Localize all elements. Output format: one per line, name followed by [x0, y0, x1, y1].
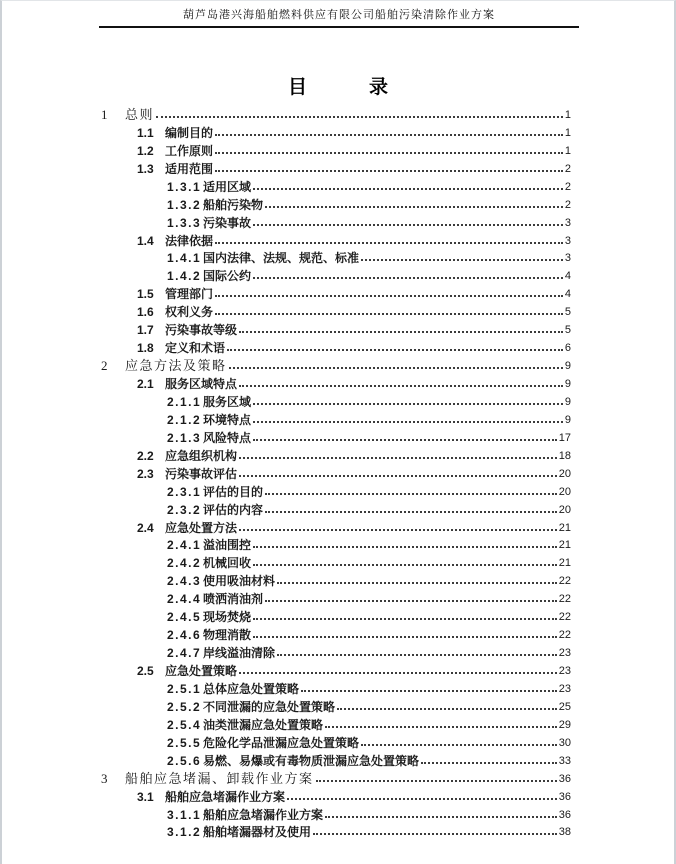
toc-entry-page: 18: [558, 449, 571, 462]
toc-entry-number: 2.3.1: [167, 484, 202, 499]
toc-entry-number: 2.1.1: [167, 394, 202, 409]
toc-entry-label: 船舶堵漏器材及使用: [203, 825, 312, 840]
toc-leader-dots: [361, 744, 557, 746]
toc-entry-number: 2.3.2: [167, 502, 202, 517]
toc-entry-number: 2.5.1: [167, 681, 202, 696]
toc-title-char-left: 目: [287, 77, 307, 98]
toc-leader-dots: [277, 582, 557, 584]
toc-entry-label: 船舶应急堵漏作业方案: [165, 789, 286, 804]
toc-entry[interactable]: [101, 643, 571, 661]
toc-entry-page: 21: [558, 539, 571, 552]
toc-entry-label: 喷洒消油剂: [203, 592, 264, 607]
toc-entry-label: 适用范围: [165, 161, 214, 176]
toc-leader-dots: [316, 780, 557, 782]
toc-entry-label: 岸线溢油清除: [203, 646, 276, 661]
toc-leader-dots: [301, 690, 557, 692]
toc-entry[interactable]: [101, 607, 571, 625]
toc-entry-number: 2.5.5: [167, 735, 202, 750]
toc-entry[interactable]: [101, 823, 571, 841]
toc-entry-number: 2.4.2: [167, 556, 202, 571]
toc-entry[interactable]: [101, 464, 571, 482]
toc-entry[interactable]: [101, 679, 571, 697]
toc-entry-number: 3.1.1: [167, 807, 202, 822]
toc-entry-page: 36: [558, 808, 571, 821]
toc-leader-dots: [239, 529, 557, 531]
toc-entry[interactable]: [101, 482, 571, 500]
toc-leader-dots: [215, 313, 563, 315]
toc-entry[interactable]: [101, 518, 571, 536]
toc-entry[interactable]: [101, 553, 571, 571]
toc-entry-number: 2.4.6: [167, 628, 202, 643]
toc-entry[interactable]: [101, 177, 571, 195]
toc-entry-number: 2.4.4: [167, 592, 202, 607]
toc-entry-number: 2.5: [137, 664, 154, 678]
toc-entry-label: 应急组织机构: [165, 448, 238, 463]
toc-entry-number: 1.1: [137, 125, 154, 140]
toc-leader-dots: [253, 564, 557, 566]
toc-leader-dots: [253, 636, 557, 638]
toc-entry[interactable]: [101, 356, 571, 374]
toc-entry-label: 船舶污染物: [203, 197, 264, 212]
toc-entry-number: 1.3.2: [167, 197, 202, 212]
toc-entry-number: 2.2: [137, 448, 154, 463]
toc-leader-dots: [253, 188, 563, 190]
toc-entry-page: 1: [564, 108, 571, 121]
toc-entry-page: 9: [564, 395, 571, 408]
toc-entry[interactable]: [101, 410, 571, 428]
toc-entry-number: 1.4: [137, 233, 154, 248]
toc-entry-page: 17: [558, 431, 571, 444]
toc-leader-dots: [325, 726, 557, 728]
toc-entry-page: 21: [558, 557, 571, 570]
toc-entry-label: 编制目的: [165, 125, 214, 140]
toc-leader-dots: [239, 385, 563, 387]
toc-entry-number: 2.4.1: [167, 538, 202, 553]
toc-entry-page: 23: [558, 665, 571, 677]
toc-entry-page: 20: [558, 503, 571, 516]
toc-leader-dots: [361, 259, 563, 261]
toc-leader-dots: [265, 206, 563, 208]
toc-entry-page: 6: [564, 342, 571, 355]
page-header: 葫芦岛港兴海船舶燃料供应有限公司船舶污染清除作业方案: [99, 9, 579, 28]
toc-leader-dots: [253, 403, 563, 405]
toc-entry[interactable]: [101, 266, 571, 284]
toc-entry-page: 20: [558, 467, 571, 480]
toc-entry[interactable]: [101, 589, 571, 607]
toc-entry-label: 污染事故等级: [165, 323, 238, 338]
toc-leader-dots: [253, 224, 563, 226]
toc-entry-label: 服务区域特点: [165, 377, 238, 391]
toc-title: [2, 78, 674, 98]
toc-title-char-right: 录: [369, 77, 389, 98]
toc-leader-dots: [265, 600, 557, 602]
toc-entry-number: 1.3: [137, 161, 154, 176]
toc-entry-page: 23: [558, 682, 571, 695]
toc-leader-dots: [253, 439, 557, 441]
toc-entry-label: 易燃、易爆或有毒物质泄漏应急处置策略: [203, 753, 420, 768]
toc-entry-page: 33: [558, 754, 571, 767]
toc-entry[interactable]: [101, 661, 571, 679]
toc-entry[interactable]: [101, 195, 571, 213]
toc-entry-label: 总体应急处置策略: [203, 681, 300, 696]
toc-entry-page: 1: [564, 144, 571, 157]
toc-entry-number: 3.1.2: [167, 825, 202, 840]
toc-entry[interactable]: [101, 284, 571, 302]
toc-leader-dots: [337, 708, 557, 710]
toc-entry-page: 38: [558, 826, 571, 839]
toc-entry[interactable]: [101, 302, 571, 320]
toc-entry-number: 2: [101, 358, 108, 374]
toc-entry-number: 3.1: [137, 789, 154, 804]
toc-entry-label: 国内法律、法规、规范、标准: [203, 251, 360, 266]
toc-entry[interactable]: [101, 500, 571, 518]
toc-entry-number: 1.6: [137, 305, 154, 320]
toc-entry-number: 2.4.5: [167, 610, 202, 625]
toc-entry[interactable]: [101, 769, 571, 787]
toc-leader-dots: [265, 511, 557, 513]
toc-entry-label: 船舶应急堵漏、卸载作业方案: [125, 770, 314, 786]
toc-leader-dots: [277, 654, 557, 656]
toc-entry-label: 评估的内容: [203, 502, 264, 517]
toc-leader-dots: [239, 475, 557, 477]
toc-entry-label: 机械回收: [203, 556, 252, 571]
toc-entry[interactable]: [101, 159, 571, 177]
toc-entry-label: 物理消散: [203, 628, 252, 643]
toc-entry[interactable]: [101, 625, 571, 643]
toc-entry-label: 总则: [125, 106, 155, 122]
toc-leader-dots: [229, 367, 563, 369]
toc-entry-page: 36: [558, 790, 571, 803]
toc-entry-number: 1.3.1: [167, 179, 202, 194]
toc-leader-dots: [421, 762, 557, 764]
toc-entry-label: 污染事故: [203, 215, 252, 230]
toc-entry[interactable]: [101, 213, 571, 231]
toc-entry-page: 22: [558, 611, 571, 624]
toc-entry[interactable]: [101, 392, 571, 410]
toc-entry-number: 2.5.2: [167, 699, 202, 714]
toc-entry-number: 2.4.7: [167, 646, 202, 661]
toc-entry-page: 5: [564, 306, 571, 319]
toc-leader-dots: [215, 170, 563, 172]
toc-entry[interactable]: [101, 733, 571, 751]
toc-leader-dots: [215, 134, 563, 136]
toc-leader-dots: [239, 331, 563, 333]
toc-entry-label: 风险特点: [203, 430, 252, 445]
toc-entry-number: 1.5: [137, 287, 154, 302]
toc-entry-number: 3: [101, 770, 108, 786]
toc-leader-dots: [325, 816, 557, 818]
toc-entry-label: 溢油围控: [203, 538, 252, 553]
toc-entry[interactable]: [101, 805, 571, 823]
toc-leader-dots: [253, 277, 563, 279]
toc-leader-dots: [239, 457, 557, 459]
toc-entry-page: 29: [558, 718, 571, 731]
toc-entry-page: 3: [564, 234, 571, 247]
toc-entry[interactable]: [101, 320, 571, 338]
toc-entry-number: 1.4.1: [167, 251, 202, 266]
toc-entry-number: 1.4.2: [167, 269, 202, 284]
toc-entry[interactable]: [101, 231, 571, 249]
toc-entry[interactable]: [101, 249, 571, 267]
toc-entry[interactable]: [101, 787, 571, 805]
toc-entry-label: 污染事故评估: [165, 466, 238, 481]
toc-leader-dots: [239, 672, 557, 674]
toc-entry-label: 环境特点: [203, 412, 252, 427]
toc-entry[interactable]: [101, 446, 571, 464]
toc-entry-page: 2: [564, 198, 571, 211]
toc-entry-page: 30: [558, 736, 571, 749]
toc-leader-dots: [215, 152, 563, 154]
toc-entry-number: 2.1.3: [167, 430, 202, 445]
toc-entry-label: 管理部门: [165, 287, 214, 302]
toc-entry-page: 9: [564, 378, 571, 390]
toc-leader-dots: [215, 242, 563, 244]
toc-entry-number: 2.5.6: [167, 753, 202, 768]
toc-entry-number: 1: [101, 106, 108, 122]
toc-entry[interactable]: [101, 536, 571, 554]
toc-entry-page: 36: [558, 772, 571, 785]
toc-entry-page: 9: [564, 360, 571, 373]
toc-entry-page: 25: [558, 700, 571, 713]
toc-entry-label: 应急处置方法: [165, 520, 238, 535]
toc-leader-dots: [227, 349, 563, 351]
toc-entry-label: 法律依据: [165, 233, 214, 248]
toc-entry-label: 定义和术语: [165, 341, 226, 356]
toc-entry[interactable]: [101, 751, 571, 769]
toc-entry-number: 2.4.3: [167, 574, 202, 589]
toc-entry-label: 适用区域: [203, 179, 252, 194]
toc-entry-page: 22: [558, 629, 571, 642]
toc-entry[interactable]: [101, 697, 571, 715]
toc-entry[interactable]: [101, 338, 571, 356]
toc-entry-number: 2.1: [137, 377, 154, 391]
toc-entry-page: 4: [564, 288, 571, 301]
toc-entry-page: 22: [558, 575, 571, 588]
toc-list: [101, 105, 571, 840]
toc-entry-label: 权利义务: [165, 305, 214, 320]
toc-entry-label: 国际公约: [203, 269, 252, 284]
toc-leader-dots: [253, 618, 557, 620]
toc-entry-number: 1.8: [137, 341, 154, 356]
toc-entry-number: 2.4: [137, 520, 154, 535]
toc-entry-number: 1.7: [137, 323, 154, 338]
toc-leader-dots: [253, 421, 563, 423]
toc-entry-number: 2.3: [137, 466, 154, 481]
toc-entry-page: 4: [564, 270, 571, 283]
toc-entry[interactable]: [101, 123, 571, 141]
toc-entry-page: 3: [564, 216, 571, 229]
toc-entry-label: 工作原则: [165, 143, 214, 158]
toc-entry-number: 2.5.4: [167, 717, 202, 732]
toc-entry-page: 20: [558, 485, 571, 498]
toc-entry-number: 1.2: [137, 143, 154, 158]
toc-entry-number: 1.3.3: [167, 215, 202, 230]
toc-leader-dots: [253, 546, 557, 548]
toc-entry-page: 22: [558, 593, 571, 606]
toc-entry-label: 现场焚烧: [203, 610, 252, 625]
toc-entry-page: 5: [564, 324, 571, 337]
toc-leader-dots: [265, 493, 557, 495]
toc-entry-page: 3: [564, 252, 571, 265]
toc-entry[interactable]: [101, 428, 571, 446]
toc-entry-page: 21: [558, 521, 571, 534]
toc-entry[interactable]: [101, 374, 571, 392]
toc-entry-label: 船舶应急堵漏作业方案: [203, 807, 324, 822]
toc-entry-label: 应急方法及策略: [125, 358, 227, 374]
toc-entry[interactable]: [101, 571, 571, 589]
toc-entry-number: 2.1.2: [167, 412, 202, 427]
toc-entry-label: 不同泄漏的应急处置策略: [203, 699, 336, 714]
toc-entry-page: 9: [564, 413, 571, 426]
toc-entry-label: 服务区域: [203, 394, 252, 409]
toc-leader-dots: [156, 116, 563, 118]
toc-entry-page: 2: [564, 180, 571, 193]
toc-leader-dots: [287, 798, 557, 800]
toc-entry-label: 油类泄漏应急处置策略: [203, 717, 324, 732]
toc-leader-dots: [313, 833, 557, 835]
toc-entry-page: 2: [564, 162, 571, 175]
toc-entry[interactable]: [101, 141, 571, 159]
toc-entry-label: 应急处置策略: [165, 664, 238, 678]
toc-leader-dots: [215, 295, 563, 297]
toc-entry[interactable]: [101, 715, 571, 733]
toc-entry-page: 1: [564, 126, 571, 139]
toc-entry[interactable]: [101, 105, 571, 123]
toc-entry-page: 23: [558, 647, 571, 660]
toc-entry-label: 使用吸油材料: [203, 574, 276, 589]
toc-entry-label: 危险化学品泄漏应急处置策略: [203, 735, 360, 750]
toc-entry-label: 评估的目的: [203, 484, 264, 499]
